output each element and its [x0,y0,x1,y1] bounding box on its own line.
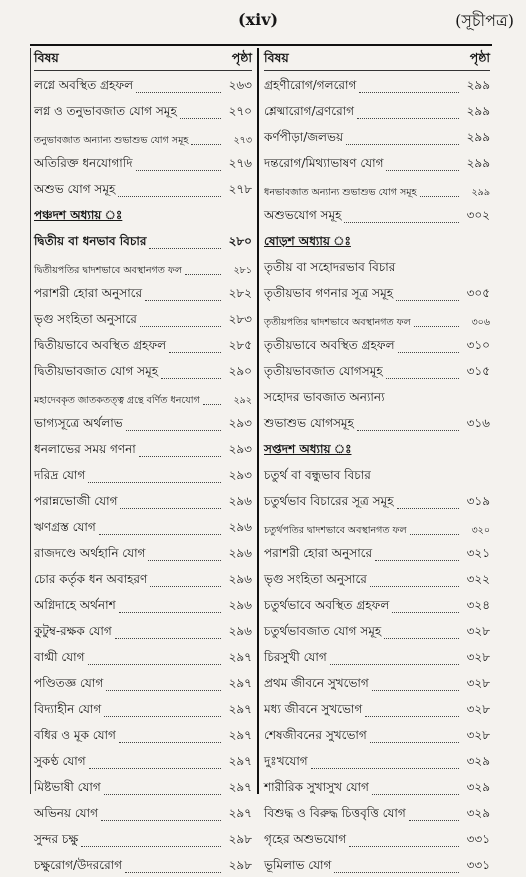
toc-entry [34,617,252,643]
entry-title: ভূমিলাভ যোগ [264,858,332,872]
chapter-heading [264,227,490,253]
toc-entry [264,279,490,305]
entry-page: ২৯৭ [228,780,252,794]
toc-entry [34,799,252,825]
entry-title: গৃহের অশুভযোগ [264,832,347,846]
toc-entry [34,305,252,331]
dot-leader [120,508,221,509]
toc-entry [264,851,490,877]
toc-entry [264,591,490,617]
toc-entry [34,71,252,97]
dot-leader [104,716,221,717]
dot-leader [161,378,221,379]
dot-leader [370,742,459,743]
entry-title: দরিদ্র যোগ [34,468,86,482]
toc-entry [264,669,490,695]
entry-title: শারীরিক সুখাসুখ যোগ [264,780,369,794]
toc-entry [264,695,490,721]
toc-entry [264,201,490,227]
entry-title: ধনভাবজাত অন্যান্য শুভাশুভ যোগ সমূহ [264,187,417,198]
entry-title: লগ্ন ও তনুভাবজাত যোগ সমূহ [34,104,177,118]
entry-title: অগ্নিদাহে অর্থনাশ [34,598,116,612]
entry-title: বধির ও মূক যোগ [34,728,116,742]
page-header-label: পৃষ্ঠা [231,50,252,65]
toc-entry [264,799,490,825]
entry-title: সপ্তদশ অধ্যায় ঃ [264,442,352,456]
toc-entry [264,123,490,149]
toc-entry [34,591,252,617]
entry-title: মিষ্টভাষী যোগ [34,780,101,794]
entry-title: চতুর্থপতির দ্বাদশভাবে অবস্থানগত ফল [264,525,407,536]
left-rule [30,48,31,794]
entry-page: ২৮৩ [228,312,252,326]
entry-page: ২৯৯ [466,104,490,118]
dot-leader [88,664,221,665]
toc-entry [34,773,252,799]
entry-title: বাগ্মী যোগ [34,650,85,664]
entry-page: ২৯৭ [228,650,252,664]
dot-leader [119,612,221,613]
entry-page: ৩০৬ [471,317,490,328]
toc-entry [34,357,252,383]
toc-entry [264,97,490,123]
dot-leader [409,820,459,821]
entry-page: ২৯৭ [228,728,252,742]
entry-page: ২৯৭ [228,754,252,768]
entry-page: ২৯৬ [228,624,252,638]
entry-title: অশুভযোগ সমূহ [264,208,342,222]
entry-page: ৩২১ [466,546,490,560]
entry-page: ৩২৯ [466,806,490,820]
table-of-contents [26,44,492,872]
column-header [34,48,252,71]
entry-title: পরাশরী হোরা অনুসারে [264,546,373,560]
dot-leader [386,378,459,379]
toc-entry [264,383,490,409]
toc-entry [34,565,252,591]
toc-entry [264,149,490,175]
entry-page: ২৯৮ [228,832,252,846]
dot-leader [148,560,221,561]
dot-leader [397,508,459,509]
dot-leader [140,326,221,327]
toc-entry [264,409,490,435]
toc-entry [34,539,252,565]
dot-leader [359,92,459,93]
dot-leader [126,430,221,431]
entry-title: রাজদণ্ডে অর্থহানি যোগ [34,546,146,560]
entry-title: দুঃখযোগ [264,754,308,768]
toc-entry [264,617,490,643]
toc-entry [264,487,490,513]
entry-title: শুভাশুভ যোগসমূহ [264,416,354,430]
dot-leader [414,326,459,327]
toc-entry [264,565,490,591]
toc-entry [34,149,252,175]
toc-entry [264,175,490,201]
toc-entry [264,825,490,851]
toc-entry [264,721,490,747]
entry-page: ৩১৫ [466,364,490,378]
entry-title: পণ্ডিতজ্ঞ যোগ [34,676,104,690]
entry-page: ২৯৬ [228,520,252,534]
entry-title: লগ্নে অবস্থিত গ্রহফল [34,78,134,92]
dot-leader [136,92,221,93]
toc-entry [34,747,252,773]
toc-entry [264,357,490,383]
entry-page: ৩৩১ [466,858,490,872]
column-header [264,48,490,71]
entry-title: বিশুদ্ধ ও বিরুদ্ধ চিত্তবৃত্তি যোগ [264,806,406,820]
dot-leader [357,118,459,119]
toc-entry [34,227,252,253]
entry-page: ৩২৪ [466,598,490,612]
entry-page: ২৯২ [233,395,252,406]
entry-title: সুকণ্ঠ যোগ [34,754,86,768]
toc-entry [34,123,252,149]
toc-entry [264,747,490,773]
dot-leader [169,352,221,353]
entry-title: তৃতীয়ভাবজাত যোগসমূহ [264,364,383,378]
dot-leader [150,586,221,587]
dot-leader [398,352,459,353]
dot-leader [349,846,459,847]
entry-page: ২৯৯ [466,130,490,144]
entry-title: ধনলাভের সময় গণনা [34,442,136,456]
toc-entry [34,695,252,721]
column-divider [257,48,259,794]
chapter-heading [34,201,252,227]
entry-title: ভৃগু সংহিতা অনুসারে [34,312,137,326]
entry-page: ২৯৮ [228,858,252,872]
dot-leader [180,118,221,119]
entry-page: ৩২০ [471,525,490,536]
dot-leader [420,196,459,197]
entry-title: বিদ্যাহীন যোগ [34,702,102,716]
entry-title: তৃতীয়ভাবে অবস্থিত গ্রহফল [264,338,395,352]
entry-title: শেষজীবনের সুখভোগ [264,728,367,742]
toc-entry [34,409,252,435]
entry-page: ২৯০ [228,364,252,378]
entry-title: তনুভাবজাত অন্যান্য শুভাশুভ যোগ সমূহ [34,135,189,146]
toc-entry [34,97,252,123]
toc-entry [34,643,252,669]
entry-title: তৃতীয় বা সহোদরভাব বিচার [264,260,396,274]
dot-leader [125,872,221,873]
entry-title: অতিরিক্ত ধনযোগাদি [34,156,133,170]
entry-page: ২৬৩ [228,78,252,92]
toc-entry [264,461,490,487]
toc-entry [34,175,252,201]
entry-title: মধ্য জীবনে সুখভোগ [264,702,363,716]
dot-leader [106,690,221,691]
toc-entry [34,279,252,305]
entry-page: ৩১৯ [466,494,490,508]
page-header [0,8,526,34]
entry-title: চোর কর্তৃক ধন অবাহরণ [34,572,148,586]
entry-page: ২৯৭ [228,702,252,716]
toc-entry [264,773,490,799]
dot-leader [149,248,221,249]
toc-entry [264,513,490,539]
toc-column-left [34,48,252,877]
dot-leader [386,170,459,171]
dot-leader [334,872,459,873]
dot-leader [203,404,221,405]
dot-leader [346,144,459,145]
dot-leader [372,794,459,795]
page-number: (xiv) [238,10,279,29]
entry-title: ভাগ্যসূত্রে অর্থলাভ [34,416,123,430]
toc-entry [34,435,252,461]
entry-page: ৩২৮ [466,702,490,716]
entry-title: শ্লেষ্মারোগ/ব্রণরোগ [264,104,355,118]
entry-page: ২৯৯ [466,156,490,170]
entry-page: ২৯৯ [471,187,490,198]
entry-page: ২৯৬ [228,572,252,586]
entry-title: সহোদর ভাবজাত অন্যান্য [264,390,385,404]
dot-leader [344,222,459,223]
entry-title: কর্ণপীড়া/জলভয় [264,130,344,144]
dot-leader [101,820,221,821]
dot-leader [81,846,221,847]
chapter-heading [264,435,490,461]
dot-leader [89,768,221,769]
toc-entry [34,851,252,877]
toc-entry [264,71,490,97]
entry-page: ২৮৫ [228,338,252,352]
page-header-label: পৃষ্ঠা [469,50,490,65]
entry-page: ২৭০ [228,104,252,118]
toc-column-right [264,48,490,877]
toc-entry [34,487,252,513]
toc-entry [34,825,252,851]
entry-page: ৩২৮ [466,676,490,690]
dot-leader [119,742,221,743]
toc-entry [34,721,252,747]
dot-leader [370,586,459,587]
dot-leader [396,300,459,301]
entry-page: ৩০২ [466,208,490,222]
entry-page: ২৯৩ [228,442,252,456]
entry-page: ২৯৬ [228,546,252,560]
entry-title: গ্রহণীরোগ/গলরোগ [264,78,357,92]
entry-title: চতুর্থভাবজাত যোগ সমূহ [264,624,382,638]
entry-title: দন্তরোগ/মিথ্যাভাষণ যোগ [264,156,384,170]
entry-title: ভৃগু সংহিতা অনুসারে [264,572,367,586]
entry-page: ২৯৩ [228,468,252,482]
entry-title: পরান্নভোজী যোগ [34,494,118,508]
entry-page: ৩২৮ [466,728,490,742]
entry-page: ২৮১ [233,265,252,276]
dot-leader [88,482,221,483]
toc-entry [34,383,252,409]
entry-title: পরাশরী হোরা অনুসারে [34,286,143,300]
top-rule [30,44,492,46]
entry-title: পঞ্চদশ অধ্যায় ঃ [34,208,123,222]
entry-page: ২৯৩ [228,416,252,430]
entry-page: ২৮২ [228,286,252,300]
dot-leader [392,612,459,613]
entry-title: দ্বিতীয় বা ধনভাব বিচার [34,234,147,248]
entry-title: অশুভ যোগ সমূহ [34,182,116,196]
entry-title: চিরসুখী যোগ [264,650,327,664]
dot-leader [104,794,221,795]
entry-title: তৃতীয়পতির দ্বাদশভাবে অবস্থানগত ফল [264,317,411,328]
entry-title: তৃতীয়ভাব গণনার সূত্র সমূহ [264,286,394,300]
dot-leader [330,664,459,665]
subject-header: বিষয় [264,50,289,65]
entry-page: ২৯৬ [228,494,252,508]
dot-leader [99,534,221,535]
entry-page: ৩২৯ [466,754,490,768]
toc-entry [264,253,490,279]
entry-title: চক্ষুরোগ/উদররোগ [34,858,123,872]
entry-page: ২৭৮ [228,182,252,196]
dot-leader [185,274,221,275]
dot-leader [115,638,221,639]
dot-leader [145,300,221,301]
entry-title: চতুর্থভাব বিচারের সূত্র সমূহ [264,494,394,508]
entry-page: ২৯৭ [228,806,252,820]
entry-page: ২৮০ [228,234,252,248]
toc-entry [34,253,252,279]
dot-leader [365,716,459,717]
entry-page: ২৯৭ [228,676,252,690]
entry-title: সুন্দর চক্ষু [34,832,79,846]
toc-entry [34,331,252,357]
dot-leader [191,144,221,145]
entry-title: ষোড়শ অধ্যায় ঃ [264,234,351,248]
entry-page: ৩০৫ [466,286,490,300]
entry-title: কুটুম্ব-রক্ষক যোগ [34,624,112,638]
dot-leader [384,638,459,639]
toc-entry [34,461,252,487]
dot-leader [311,768,459,769]
entry-title: দ্বিতীয়ভাবে অবস্থিত গ্রহফল [34,338,167,352]
subject-header: বিষয় [34,50,59,65]
toc-entry [264,643,490,669]
entry-title: প্রথম জীবনে সুখভোগ [264,676,369,690]
entry-page: ৩২৯ [466,780,490,794]
entry-title: ঋণগ্রস্ত যোগ [34,520,96,534]
dot-leader [357,430,459,431]
entry-page: ২৯৬ [228,598,252,612]
entry-title: চতুর্থভাবে অবস্থিত গ্রহফল [264,598,390,612]
section-title: (সূচীপত্র) [455,11,514,30]
entry-title: দ্বিতীয়পতির দ্বাদশভাবে অবস্থানগত ফল [34,265,182,276]
dot-leader [375,560,459,561]
entry-page: ৩১৬ [466,416,490,430]
entry-page: ২৯৯ [466,78,490,92]
toc-entry [264,305,490,331]
entry-page: ৩১০ [466,338,490,352]
toc-entry [34,669,252,695]
entry-page: ৩২৮ [466,650,490,664]
dot-leader [139,456,221,457]
entry-title: চতুর্থ বা বন্ধুভাব বিচার [264,468,371,482]
dot-leader [410,534,459,535]
entry-page: ২৭৬ [228,156,252,170]
entry-title: দ্বিতীয়ভাবজাত যোগ সমূহ [34,364,159,378]
entry-page: ৩৩১ [466,832,490,846]
entry-title: অভিনয় যোগ [34,806,98,820]
toc-entry [264,331,490,357]
entry-title: মহাদেবকৃত জাতকতত্ত্ব গ্রন্থে বর্ণিত ধনযোগ [34,395,200,406]
entry-page: ৩২২ [466,572,490,586]
dot-leader [136,170,221,171]
entry-page: ২৭৩ [233,135,252,146]
dot-leader [372,690,459,691]
toc-entry [264,539,490,565]
dot-leader [118,196,221,197]
entry-page: ৩২৮ [466,624,490,638]
toc-entry [34,513,252,539]
